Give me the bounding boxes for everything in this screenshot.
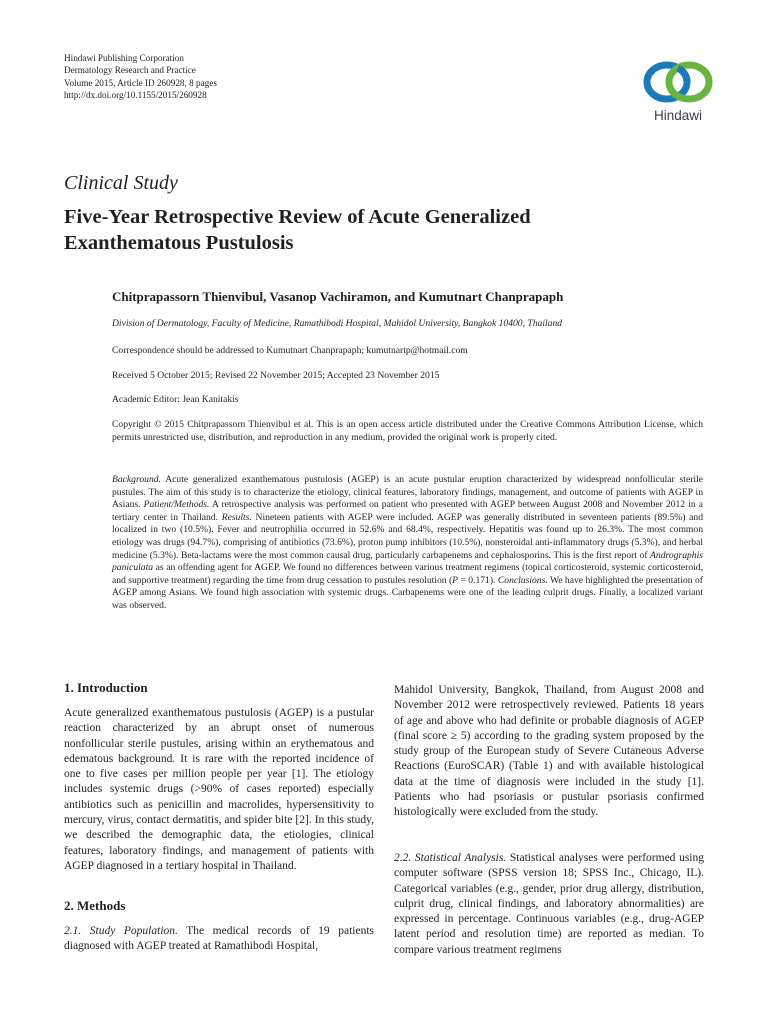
title-line-2: Exanthematous Pustulosis: [64, 232, 294, 254]
article-title: [64, 204, 704, 256]
abstract: [112, 474, 703, 613]
abstract-species-name: Andrographis paniculata: [112, 549, 703, 574]
study-population-paragraph: [64, 924, 374, 955]
methods-heading: 2. Methods: [64, 898, 126, 913]
article-dates: Received 5 October 2015; Revised 22 November 2015; Accepted 23 November 2015: [112, 370, 440, 381]
study-population-text: The medical records of 19 patients diagnosed with AGEP treated at Ramathibodi Hospital,: [64, 925, 374, 953]
volume-info: Volume 2015, Article ID 260928, 8 pages: [64, 77, 217, 88]
abstract-results-text-2: as an offending agent for AGEP. We found no differences between various treatment regimens (topical corticosteroid, systemic corticosteroid, and supportive treatment) regarding the time from drug cessation to pustules resolution (: [112, 562, 703, 586]
doi-link[interactable]: http://dx.doi.org/10.1155/2015/260928: [64, 90, 207, 101]
hindawi-rings-logo-icon: [640, 58, 716, 106]
article-type: Clinical Study: [64, 172, 178, 194]
abstract-background-text: Acute generalized exanthematous pustulosis (AGEP) is an acute pustular eruption characterized by widespread nonfollicular sterile pustules. The aim of this study is to characterize the etiology, clinical features, laboratory findings, management, and outcome of patients with AGEP in Asians.: [112, 474, 703, 511]
title-line-1: Five-Year Retrospective Review of Acute Generalized: [64, 206, 531, 228]
inclusion-criteria-paragraph: Mahidol University, Bangkok, Thailand, from August 2008 and November 2012 were retrospectively reviewed. Patients 18 years of age and above who had definite or probable diagnosis of AGEP (final score ≥ 5) according to the grading system proposed by the study group of the European study of Severe Cutaneous Adverse Reactions (EuroSCAR) (Table 1) and with available histological data at the time of diagnosis were included in the study [1]. Patients who had psoriasis or pustular psoriasis confirmed histologically were excluded from the study.: [394, 684, 704, 819]
abstract-results-text-1: Nineteen patients with AGEP were included. AGEP was generally distributed in seventeen patients (89.5%) and localized in two (10.5%). Fever and neutrophilia occurred in 52.6% and 68.4%, respectively. Hepatitis was found up to 26.3%. The most common etiology was drugs (94.7%), comprising of antibiotics (73.6%), proton pump inhibitors (10.5%), nonsteroidal anti-inflammatory drugs (5.3%), and herbal medicine (5.3%). Beta-lactams were the most common causal drug, particularly carbapenems and cephalosporins. This is the first report of: [112, 511, 703, 561]
correspondence: Correspondence should be addressed to Kumutnart Chanprapaph; kumutnartp@hotmail.com: [112, 345, 468, 356]
intro-heading: 1. Introduction: [64, 680, 148, 695]
affiliation: Division of Dermatology, Faculty of Medicine, Ramathibodi Hospital, Mahidol University, Bangkok 10400, Thailand: [112, 318, 563, 329]
copyright-notice: Copyright © 2015 Chitprapassorn Thienvibul et al. This is an open access article distributed under the Creative Commons Attribution License, which permits unrestricted use, distribution, and reproduction in any medium, provided the original work is properly cited.: [112, 419, 703, 443]
abstract-conclusions-text: We have highlighted the presentation of AGEP among Asians. We found high association with systemic drugs. Carbapenems were one of the leading culprit drugs. Finally, a localized variant was observed.: [112, 574, 703, 611]
publisher-name: Hindawi Publishing Corporation: [64, 53, 184, 63]
statistical-analysis-label: 2.2. Statistical Analysis.: [394, 852, 507, 864]
journal-masthead: [64, 52, 404, 102]
abstract-background-label: Background.: [112, 474, 161, 485]
abstract-conclusions-label: Conclusions.: [497, 574, 548, 586]
intro-paragraph: Acute generalized exanthematous pustulosis (AGEP) is a pustular reaction characterized by an abrupt onset of numerous nonfollicular sterile pustules, arising within an erythematous and edematous background. It is rare with the reported incidence of one to five cases per million people per year [1]. The etiology includes systemic drugs (>90% of cases reported) especially antibiotics such as penicillin and macrolides, hypersensitivity to mercury, virus, contact dermatitis, and spider bite [2]. In this study, we described the demographic data, the etiologies, clinical features, laboratory findings, and management of patients with AGEP diagnosed in a tertiary hospital in Thailand.: [64, 707, 374, 872]
hindawi-logo: [636, 58, 720, 132]
abstract-methods-text: A retrospective analysis was performed on patient who presented with AGEP between August 2008 and November 2012 in a tertiary center in Thailand.: [112, 499, 703, 523]
author-list: Chitprapassorn Thienvibul, Vasanop Vachiramon, and Kumutnart Chanprapaph: [112, 289, 564, 304]
study-population-label: 2.1. Study Population.: [64, 925, 178, 937]
statistical-analysis-paragraph: [394, 851, 704, 958]
abstract-p-symbol: P: [452, 574, 459, 586]
abstract-results-label: Results.: [221, 511, 252, 523]
journal-name: Dermatology Research and Practice: [64, 65, 196, 76]
academic-editor: Academic Editor: Jean Kanitakis: [112, 394, 239, 405]
abstract-results-text-3: = 0.171).: [458, 574, 498, 586]
hindawi-wordmark: Hindawi: [653, 108, 703, 123]
statistical-analysis-text: Statistical analyses were performed using computer software (SPSS version 18; SPSS Inc., Chicago, IL). Categorical variables (e.g., gender, prior drug allergy, distribution, culprit drug, clinical findings, and laboratory abnormalities) are expressed in percentage. Continuous variables (e.g., drug-AGEP latent period and resolution time) are reported as median. To compare various treatment regimens: [394, 852, 705, 956]
abstract-methods-label: Patient/Methods.: [143, 499, 210, 511]
